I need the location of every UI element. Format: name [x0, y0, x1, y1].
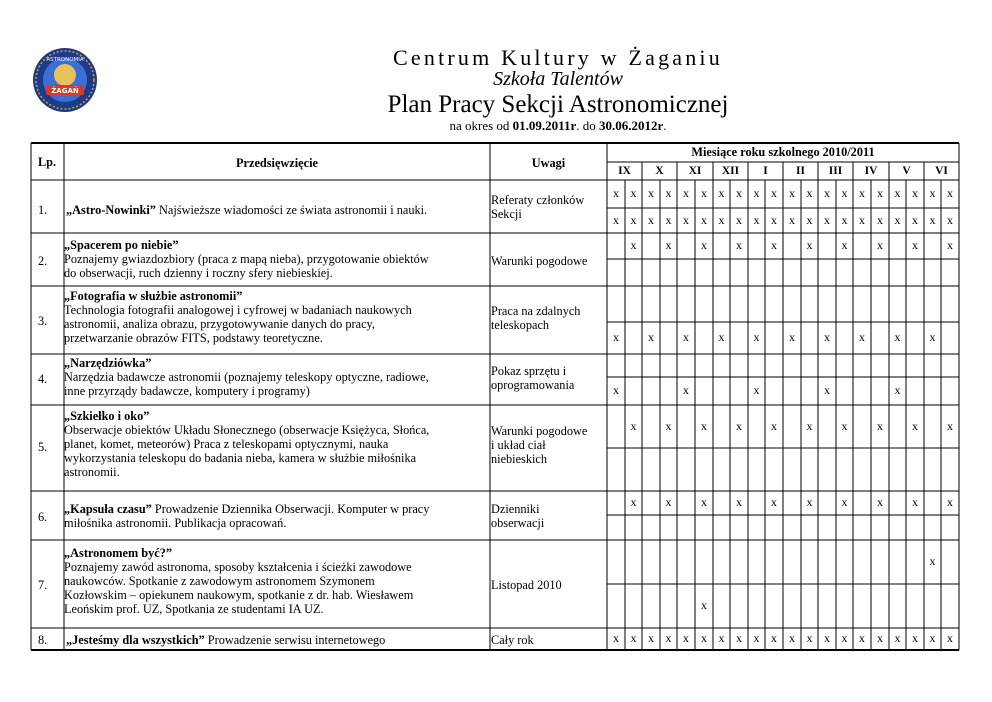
organization-name: Centrum Kultury w Żaganiu [393, 45, 723, 70]
mark-row8-all-10: x [771, 631, 777, 645]
mark-row1-top-16: x [877, 186, 883, 200]
mark-row8-all-19: x [929, 631, 936, 645]
mark-row6-top-10: x [771, 495, 777, 509]
mark-row1-top-18: x [912, 186, 918, 200]
mark-row1-bottom-8: x [736, 213, 742, 227]
mark-row5-top-4: x [665, 419, 672, 433]
mark-row6-top-12: x [806, 495, 813, 509]
mark-row3-bottom-19: x [929, 330, 936, 344]
mark-row1-top-10: x [771, 186, 777, 200]
mark-row1-top-1: x [613, 186, 619, 200]
mark-row1-top-12: x [806, 186, 813, 200]
task-5: „Szkiełko i oko” Obserwacje obiektów Układu Słonecznego (obserwacje Księżyca, Słońca, planet, komet, meteorów) Praca z teleskopami optycznymi, nauka wykorzystania teleskopu do badania nieba, kamera w służbie miłośnika astronomii. [64, 409, 430, 479]
mark-row2-top-14: x [841, 238, 848, 252]
notes-7: Listopad 2010 [491, 578, 562, 592]
task-7: „Astronomem być?” Poznajemy zawód astronoma, sposoby kształcenia i ścieżki zawodowe naukowców. Spotkanie z zawodowym astronomem Szymonem Kozłowskim – opiekunem naukowym, spotkanie z dr. hab. Wiesławem Leońskim prof. UZ, Spotkania ze studentami IA UZ. [64, 546, 414, 616]
mark-row5-top-16: x [877, 419, 883, 433]
mark-row6-top-4: x [665, 495, 672, 509]
row-lp-1: 1. [38, 203, 48, 217]
mark-row6-top-14: x [841, 495, 848, 509]
mark-row1-top-15: x [859, 186, 865, 200]
mark-row1-bottom-5: x [683, 213, 689, 227]
notes-6: Dzienniki obserwacji [491, 502, 545, 530]
mark-row1-top-5: x [683, 186, 689, 200]
mark-row8-all-5: x [683, 631, 689, 645]
mark-row8-all-18: x [912, 631, 918, 645]
mark-row8-all-8: x [736, 631, 742, 645]
mark-row2-top-6: x [701, 238, 707, 252]
mark-row1-top-14: x [841, 186, 848, 200]
mark-row8-all-4: x [665, 631, 672, 645]
mark-row1-bottom-4: x [665, 213, 672, 227]
mark-row1-bottom-6: x [701, 213, 707, 227]
mark-row2-top-10: x [771, 238, 777, 252]
mark-row1-top-8: x [736, 186, 742, 200]
logo-text-bottom: ŻAGAŃ [51, 87, 79, 95]
col-header-months: Miesiące roku szkolnego 2010/2011 [691, 145, 875, 159]
month-header-iv: IV [864, 165, 878, 177]
mark-row3-bottom-13: x [824, 330, 830, 344]
mark-row1-bottom-1: x [613, 213, 619, 227]
mark-row1-bottom-19: x [929, 213, 936, 227]
col-header-notes: Uwagi [531, 156, 566, 170]
mark-row1-bottom-10: x [771, 213, 777, 227]
mark-row1-bottom-18: x [912, 213, 918, 227]
mark-row6-top-8: x [736, 495, 742, 509]
mark-row5-top-6: x [701, 419, 707, 433]
mark-row8-all-13: x [824, 631, 830, 645]
mark-row2-top-4: x [665, 238, 672, 252]
mark-row6-top-18: x [912, 495, 918, 509]
mark-row4-bottom-9: x [753, 383, 760, 397]
mark-row5-top-12: x [806, 419, 813, 433]
mark-row2-top-18: x [912, 238, 918, 252]
mark-row4-bottom-13: x [824, 383, 830, 397]
mark-row4-bottom-5: x [683, 383, 689, 397]
mark-row1-top-3: x [648, 186, 654, 200]
month-header-ii: II [796, 165, 805, 177]
mark-row2-top-20: x [947, 238, 953, 252]
mark-row1-top-7: x [718, 186, 725, 200]
task-2: „Spacerem po niebie” Poznajemy gwiazdozbiory (praca z mapą nieba), przygotowanie obiektów do obserwacji, ruch dzienny i roczny sfery niebieskiej. [64, 238, 429, 280]
notes-8: Cały rok [491, 633, 534, 647]
mark-row3-bottom-11: x [789, 330, 795, 344]
mark-row2-top-8: x [736, 238, 742, 252]
mark-row1-bottom-3: x [648, 213, 654, 227]
row-lp-2: 2. [38, 254, 48, 268]
mark-row1-bottom-17: x [894, 213, 901, 227]
month-header-x: X [655, 165, 664, 177]
month-header-vi: VI [935, 165, 948, 177]
mark-row3-bottom-5: x [683, 330, 689, 344]
mark-row8-all-17: x [894, 631, 901, 645]
row-lp-5: 5. [38, 440, 48, 454]
mark-row4-bottom-17: x [894, 383, 901, 397]
mark-row7-top-19: x [929, 554, 936, 568]
col-header-lp: Lp. [37, 155, 57, 169]
col-header-task: Przedsięwzięcie [236, 156, 318, 170]
mark-row3-bottom-1: x [613, 330, 619, 344]
mark-row8-all-2: x [630, 631, 637, 645]
mark-row6-top-16: x [877, 495, 883, 509]
mark-row5-top-18: x [912, 419, 918, 433]
mark-row5-top-10: x [771, 419, 777, 433]
month-header-iii: III [828, 165, 843, 177]
mark-row8-all-7: x [718, 631, 725, 645]
plan-title: Plan Pracy Sekcji Astronomicznej [387, 91, 729, 118]
task-1: „Astro-Nowinki” Najświeższe wiadomości ze świata astronomii i nauki. [66, 203, 428, 217]
mark-row8-all-3: x [648, 631, 654, 645]
school-name: Szkoła Talentów [493, 68, 623, 90]
month-header-ix: IX [618, 165, 631, 177]
mark-row1-bottom-2: x [630, 213, 637, 227]
mark-row6-top-6: x [701, 495, 707, 509]
mark-row1-bottom-12: x [806, 213, 813, 227]
row-lp-3: 3. [38, 314, 48, 328]
mark-row2-top-12: x [806, 238, 813, 252]
task-3: „Fotografia w służbie astronomii” Technologia fotografii analogowej i cyfrowej w badaniach naukowych astronomii, analiza obrazu, przygotowywanie danych do pracy, przetwarzanie obrazów FITS, podstawy teoretyczne. [64, 289, 412, 345]
mark-row3-bottom-9: x [753, 330, 760, 344]
mark-row6-top-20: x [947, 495, 953, 509]
mark-row8-all-9: x [753, 631, 760, 645]
mark-row8-all-14: x [841, 631, 848, 645]
mark-row1-top-4: x [665, 186, 672, 200]
month-header-v: V [902, 165, 911, 177]
mark-row4-bottom-1: x [613, 383, 619, 397]
mark-row8-all-20: x [947, 631, 953, 645]
mark-row8-all-11: x [789, 631, 795, 645]
mark-row1-bottom-20: x [947, 213, 953, 227]
mark-row5-top-14: x [841, 419, 848, 433]
mark-row7-bottom-6: x [701, 598, 707, 612]
mark-row8-all-12: x [806, 631, 813, 645]
mark-row1-bottom-7: x [718, 213, 725, 227]
mark-row3-bottom-17: x [894, 330, 901, 344]
mark-row1-bottom-14: x [841, 213, 848, 227]
mark-row6-top-2: x [630, 495, 637, 509]
plan-period: na okres od 01.09.2011r. do 30.06.2012r. [449, 118, 667, 133]
mark-row3-bottom-15: x [859, 330, 865, 344]
mark-row1-top-6: x [701, 186, 707, 200]
mark-row1-top-19: x [929, 186, 936, 200]
row-lp-8: 8. [38, 633, 48, 647]
mark-row3-bottom-3: x [648, 330, 654, 344]
mark-row8-all-1: x [613, 631, 619, 645]
task-8: „Jesteśmy dla wszystkich” Prowadzenie serwisu internetowego [66, 633, 386, 647]
mark-row1-top-20: x [947, 186, 953, 200]
mark-row2-top-2: x [630, 238, 637, 252]
month-header-xi: XI [688, 165, 702, 177]
period-start: 01.09.2011r [512, 118, 577, 133]
mark-row1-top-17: x [894, 186, 901, 200]
month-header-i: I [763, 165, 768, 177]
mark-row8-all-16: x [877, 631, 883, 645]
notes-4: Pokaz sprzętu i oprogramowania [491, 364, 575, 392]
mark-row5-top-8: x [736, 419, 742, 433]
notes-5: Warunki pogodowe i układ ciał niebieskich [491, 424, 588, 466]
month-header-xii: XII [721, 165, 740, 177]
logo-text-top: ASTRONOMIA [46, 57, 84, 63]
mark-row5-top-2: x [630, 419, 637, 433]
mark-row2-top-16: x [877, 238, 883, 252]
mark-row1-top-2: x [630, 186, 637, 200]
mark-row1-top-9: x [753, 186, 760, 200]
mark-row1-bottom-15: x [859, 213, 865, 227]
mark-row1-top-13: x [824, 186, 830, 200]
row-lp-4: 4. [38, 372, 48, 386]
notes-3: Praca na zdalnych teleskopach [491, 304, 581, 332]
mark-row8-all-6: x [701, 631, 707, 645]
mark-row1-bottom-11: x [789, 213, 795, 227]
notes-1: Referaty członków Sekcji [491, 193, 585, 221]
task-4: „Narzędziówka” Narzędzia badawcze astronomii (poznajemy teleskopy optyczne, radiowe, inne przyrządy badawcze, komputery i programy) [64, 356, 429, 398]
notes-2: Warunki pogodowe [491, 254, 588, 268]
task-6: „Kapsuła czasu” Prowadzenie Dziennika Obserwacji. Komputer w pracy miłośnika astronomii. Publikacja opracowań. [64, 502, 430, 530]
mark-row1-top-11: x [789, 186, 795, 200]
mark-row8-all-15: x [859, 631, 865, 645]
row-lp-6: 6. [38, 510, 48, 524]
mark-row1-bottom-13: x [824, 213, 830, 227]
mark-row5-top-20: x [947, 419, 953, 433]
mark-row3-bottom-7: x [718, 330, 725, 344]
mark-row1-bottom-16: x [877, 213, 883, 227]
row-lp-7: 7. [38, 578, 48, 592]
period-end: 30.06.2012r [598, 118, 664, 133]
mark-row1-bottom-9: x [753, 213, 760, 227]
